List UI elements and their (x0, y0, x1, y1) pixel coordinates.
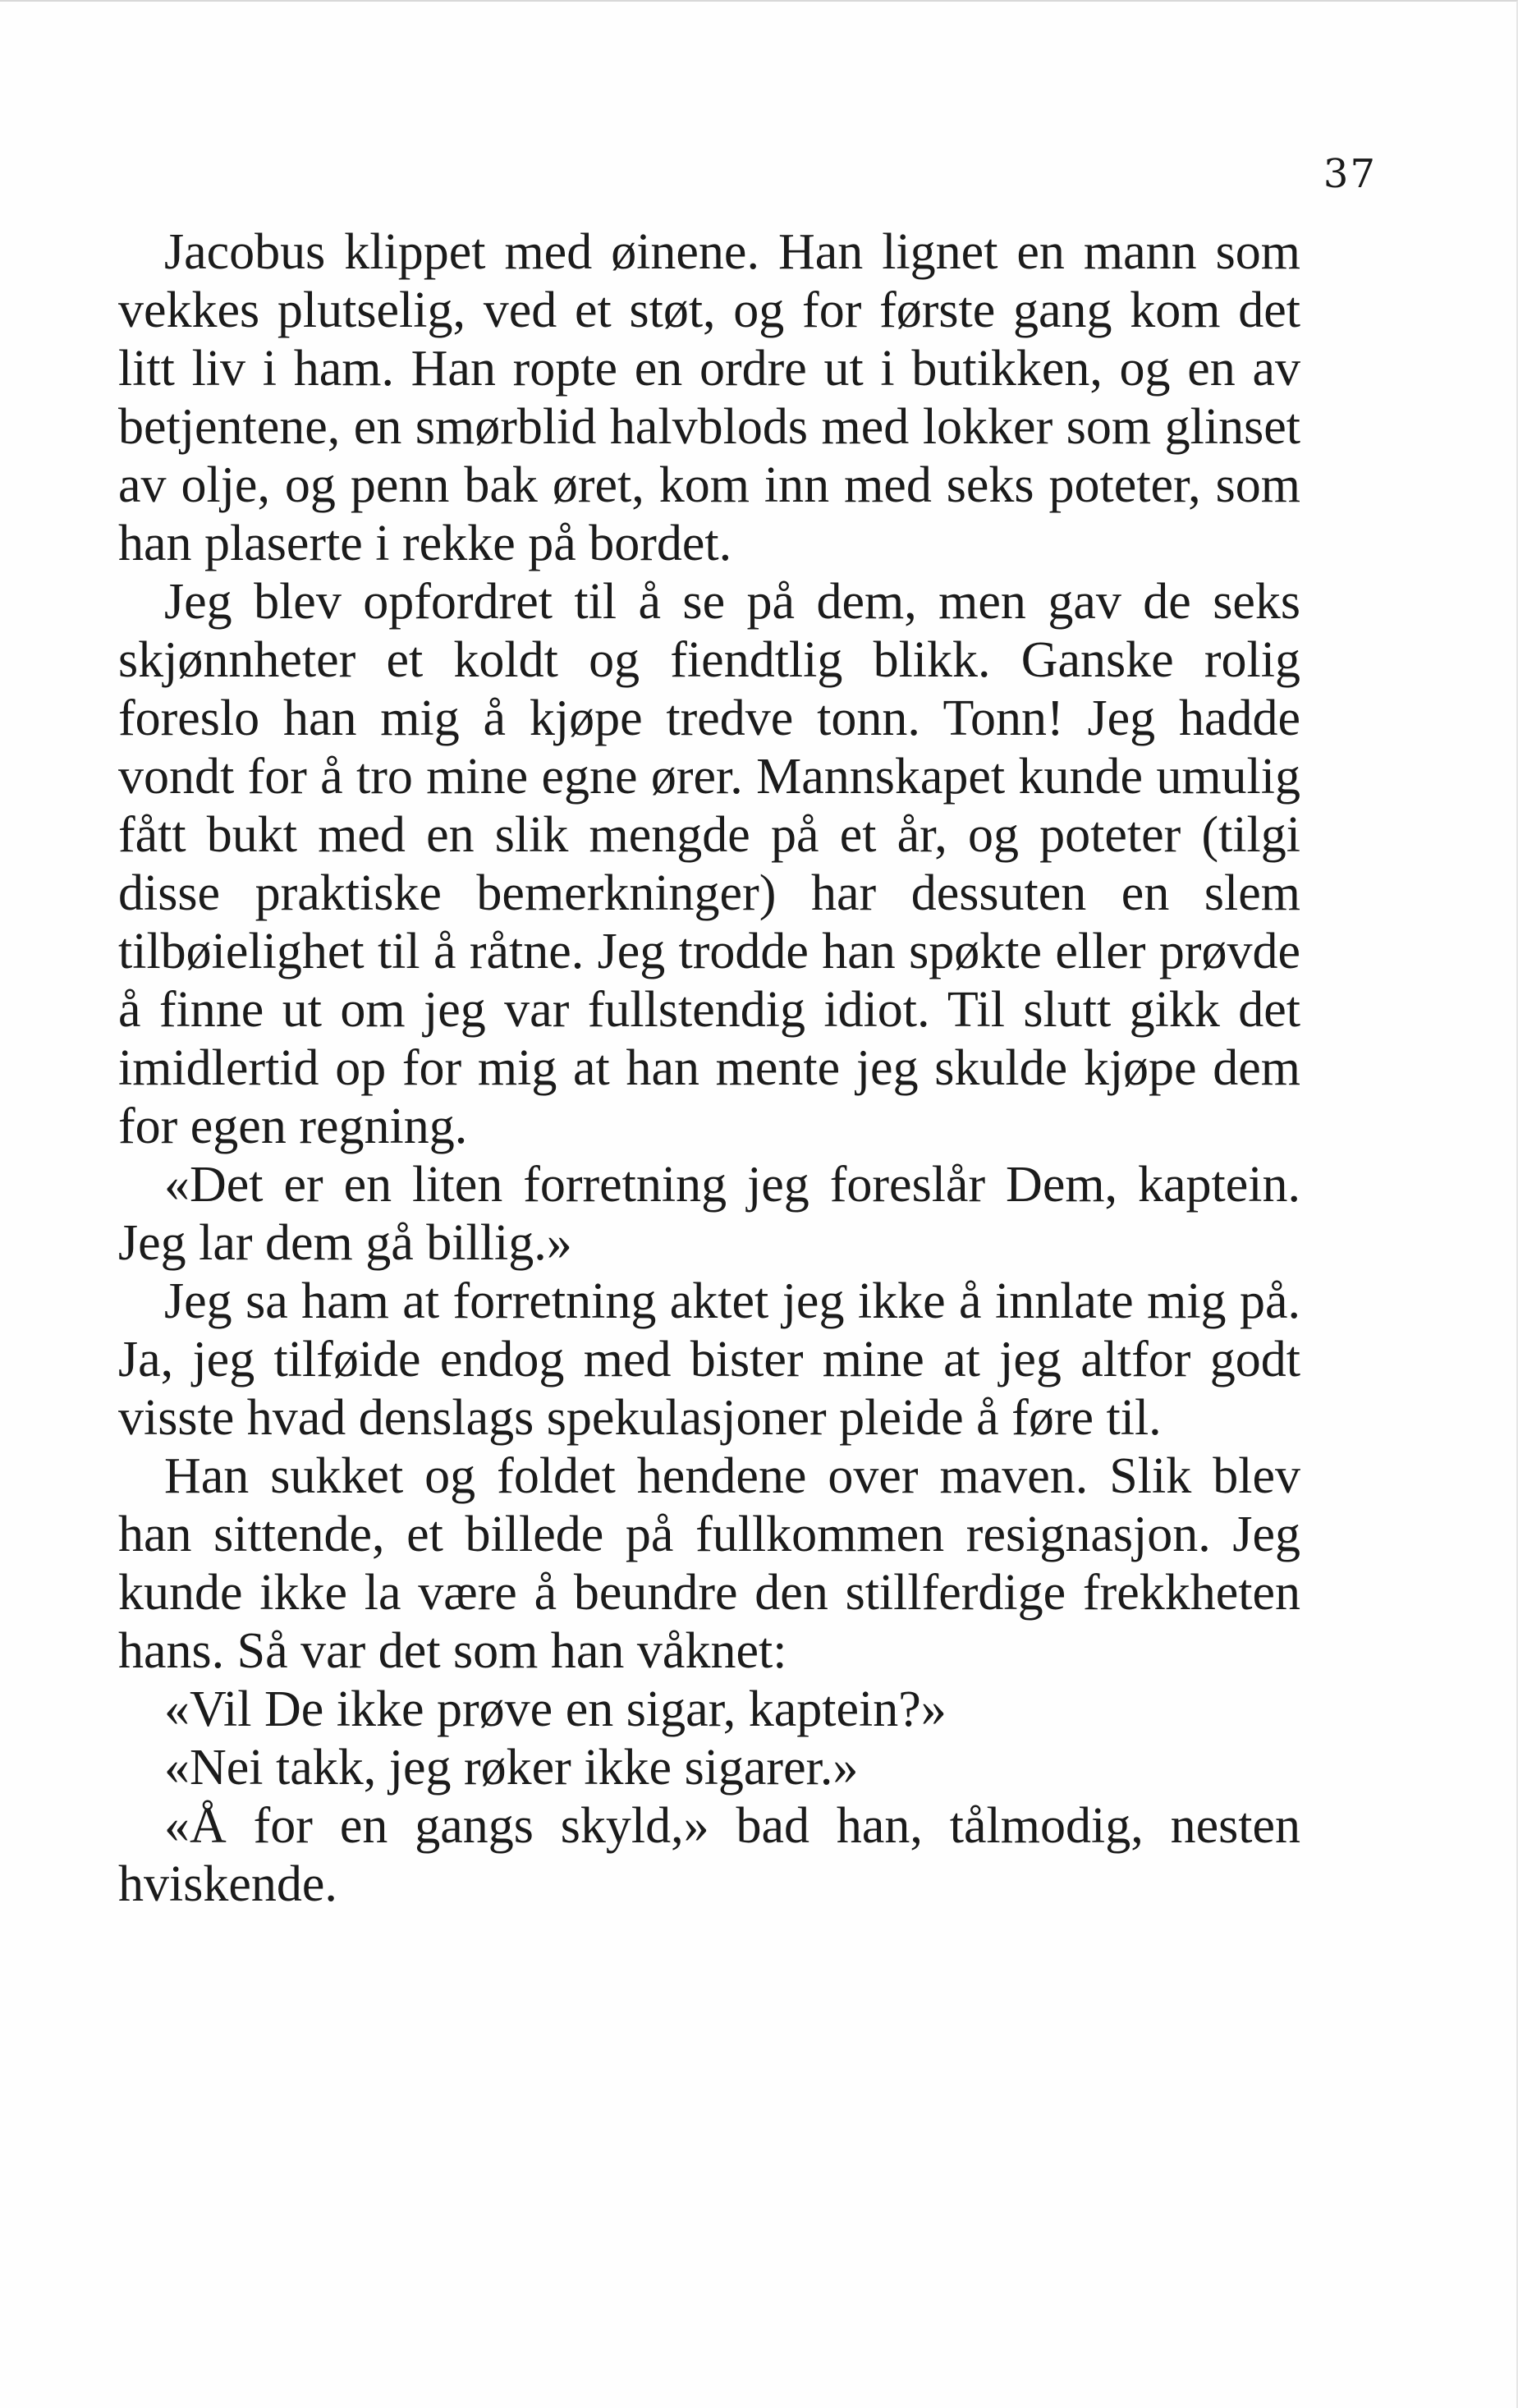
paragraph: «Å for en gangs skyld,» bad han, tålmodig, nesten hviskende. (118, 1798, 1300, 1912)
paragraph: Jacobus klippet med øinene. Han lignet en mann som vekkes plutselig, ved et støt, og for første gang kom det litt liv i ham. Han ropte en ordre ut i butikken, og en av betjentene, en smørblid halvblods med lokker som glinset av olje, og penn bak øret, kom inn med seks poteter, som han plaserte i rekke på bordet. (118, 224, 1300, 571)
paragraph: «Nei takk, jeg røker ikke sigarer.» (164, 1740, 859, 1796)
paragraph: Jeg sa ham at forretning aktet jeg ikke å innlate mig på. Ja, jeg tilføide endog med bister mine at jeg altfor godt visste hvad denslags spekulasjoner pleide å føre til. (118, 1273, 1300, 1446)
body-text (118, 223, 1300, 1914)
paragraph: Han sukket og foldet hendene over maven. Slik blev han sittende, et billede på fullkommen resignasjon. Jeg kunde ikke la være å beundre den stillferdige frekkheten hans. Så var det som han våknet: (118, 1448, 1300, 1679)
paragraph: «Det er en liten forretning jeg foreslår Dem, kaptein. Jeg lar dem gå billig.» (118, 1157, 1300, 1271)
paragraph: Jeg blev opfordret til å se på dem, men gav de seks skjønnheter et koldt og fiendtlig blikk. Ganske rolig foreslo han mig å kjøpe tredve tonn. Tonn! Jeg hadde vondt for å tro mine egne ører. Mannskapet kunde umulig fått bukt med en slik mengde på et år, og poteter (tilgi disse praktiske bemerkninger) har dessuten en slem tilbøielighet til å råtne. Jeg trodde han spøkte eller prøvde å finne ut om jeg var fullstendig idiot. Til slutt gikk det imidlertid op for mig at han mente jeg skulde kjøpe dem for egen regning. (118, 574, 1300, 1154)
page-number: 37 (1323, 151, 1377, 197)
paragraph: «Vil De ikke prøve en sigar, kaptein?» (164, 1681, 947, 1737)
